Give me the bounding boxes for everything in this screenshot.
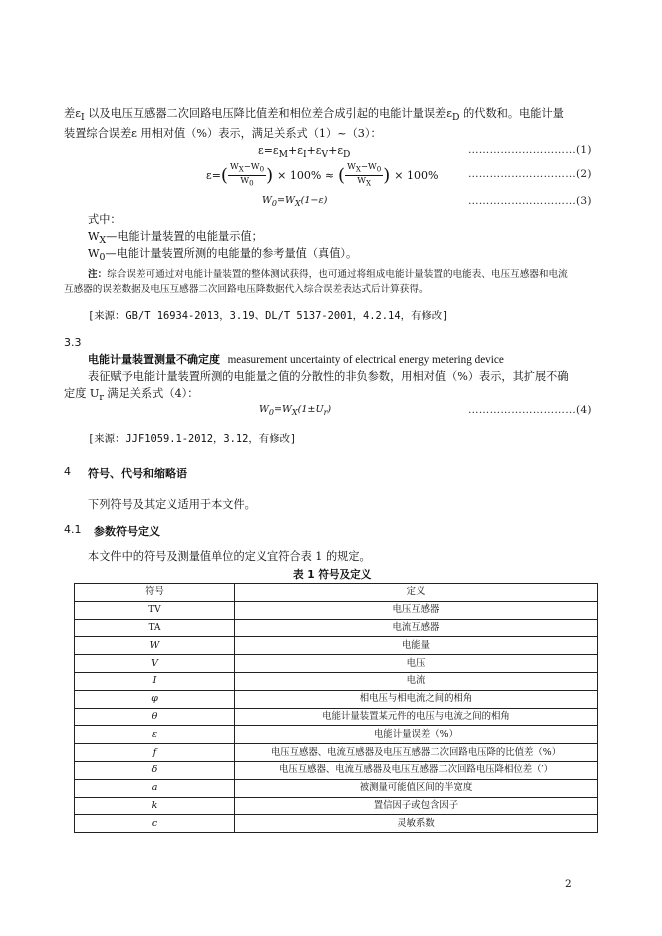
symbol-cell: δ <box>75 761 235 779</box>
section-4-title: 符号、代号和缩略语 <box>88 467 187 480</box>
intro-line-1: 差$\varepsilon_I$ 以及电压互感器二次回路电压降比值差和相位差合成引起的电能计量误差$\varepsilon_D$ 的代数和。电能计量 <box>64 107 564 124</box>
source-citation-1: [来源：GB/T 16934-2013，3.19、DL/T 5137-2001，4.2.14，有修改] <box>88 310 449 322</box>
table-row <box>75 672 598 690</box>
formula-3-number: …………………………(3) <box>468 195 592 207</box>
symbol-cell: c <box>75 815 235 833</box>
definition-cell: 电流互感器 <box>235 619 598 637</box>
symbol-cell: TA <box>75 619 235 637</box>
formula-2-middle: × 100% ≈ <box>277 168 335 182</box>
table-row <box>75 797 598 815</box>
table-row <box>75 726 598 744</box>
symbol-cell: TV <box>75 601 235 619</box>
source-citation-2: [来源：JJF1059.1-2012，3.12，有修改] <box>88 433 297 445</box>
symbol-cell: a <box>75 779 235 797</box>
definition-cell: 置信因子或包含因子 <box>235 797 598 815</box>
term-english: measurement uncertainty of electrical energy metering device <box>227 354 504 366</box>
symbol-cell: W <box>75 637 235 655</box>
table-row <box>75 744 598 762</box>
symbol-cell: θ <box>75 708 235 726</box>
section-4-1-title: 参数符号定义 <box>94 525 160 538</box>
definition-cell: 电压互感器、电流互感器及电压互感器二次回路电压降相位差（′） <box>235 761 598 779</box>
intro-line-2: 装置综合误差ε 用相对值（%）表示，满足关系式（1）~（3）： <box>64 127 382 140</box>
section-3-3-term <box>88 352 504 368</box>
table-row <box>75 761 598 779</box>
definition-cell: 电流 <box>235 672 598 690</box>
definition-cell: 电压互感器、电流互感器及电压互感器二次回路电压降的比值差（%） <box>235 744 598 762</box>
note-line-1 <box>88 268 568 282</box>
symbol-cell: I <box>75 672 235 690</box>
term-chinese: 电能计量装置测量不确定度 <box>88 353 220 366</box>
table-header-row <box>75 584 598 602</box>
formula-2-paren: ) <box>266 164 274 186</box>
definition-cell: 电能计量误差（%） <box>235 726 598 744</box>
symbol-cell: f <box>75 744 235 762</box>
formula-2-fraction-1 <box>228 162 266 188</box>
section-4-body: 下列符号及其定义适用于本文件。 <box>88 498 256 511</box>
definition-cell: 电能量 <box>235 637 598 655</box>
header-definition: 定义 <box>235 584 598 602</box>
table-row <box>75 601 598 619</box>
formula-4-number: …………………………(4) <box>468 404 592 416</box>
formula-2-number: …………………………(2) <box>468 168 592 180</box>
where-wx: $W_X—$电能计量装置的电能量示值； <box>88 230 263 247</box>
symbol-cell: ε <box>75 726 235 744</box>
formula-2-fraction-2 <box>345 162 383 188</box>
formula-2-end: × 100% <box>394 168 439 182</box>
formula-2-paren: ( <box>338 164 346 186</box>
symbols-table-body <box>75 584 598 833</box>
formula-1-number: …………………………(1) <box>468 144 592 156</box>
table-row <box>75 779 598 797</box>
formula-3: $W_0=W_X(1-\varepsilon)$ <box>262 195 328 208</box>
note-text-1: 综合误差可通过对电能计量装置的整体测试获得，也可通过将组成电能计量装置的电能表、电压互感器和电流 <box>107 269 568 280</box>
formula-2-lhs: ε= <box>206 168 221 182</box>
table-row <box>75 815 598 833</box>
table-row <box>75 708 598 726</box>
fraction-1-denominator: $W_0$ <box>240 175 254 188</box>
symbol-cell: k <box>75 797 235 815</box>
definition-cell: 电压 <box>235 655 598 673</box>
table-row <box>75 655 598 673</box>
definition-cell: 电能计量装置某元件的电压与电流之间的相角 <box>235 708 598 726</box>
table-caption: 表 1 符号及定义 <box>293 569 372 581</box>
definition-cell: 灵敏系数 <box>235 815 598 833</box>
table-row <box>75 690 598 708</box>
section-3-3-number: 3.3 <box>64 336 82 349</box>
symbol-cell: V <box>75 655 235 673</box>
formula-4: $W_0=W_X(1\pm U_r)$ <box>259 404 332 417</box>
section-4-1-body: 本文件中的符号及测量值单位的定义宜符合表 1 的规定。 <box>88 550 371 563</box>
formula-2-paren: ) <box>383 164 391 186</box>
header-symbol: 符号 <box>75 584 235 602</box>
symbols-table <box>74 583 598 833</box>
definition-cell: 被测量可能值区间的半宽度 <box>235 779 598 797</box>
table-row <box>75 619 598 637</box>
page-number: 2 <box>565 878 572 890</box>
section-4-number: 4 <box>64 465 71 478</box>
section-4-1-number: 4.1 <box>64 523 82 536</box>
definition-cell: 电压互感器 <box>235 601 598 619</box>
note-label: 注： <box>88 269 108 280</box>
section-3-3-line-2: 定度 $U_r$ 满足关系式（4）： <box>64 387 199 404</box>
formula-2 <box>206 160 438 190</box>
note-line-2: 互感器的误差数据及电压互感器二次回路电压降数据代入综合误差表达式后计算获得。 <box>64 284 429 295</box>
fraction-2-numerator: $W_X-W_0$ <box>347 161 382 174</box>
fraction-1-numerator: $W_X-W_0$ <box>229 161 265 174</box>
formula-1: $\varepsilon=\varepsilon_M+\varepsilon_I+\varepsilon_V+\varepsilon_D$ <box>258 144 351 161</box>
where-label: 式中： <box>88 213 122 226</box>
formula-2-paren: ( <box>220 164 228 186</box>
symbol-cell: φ <box>75 690 235 708</box>
section-3-3-line-1: 表征赋予电能计量装置所测的电能量之值的分散性的非负参数，用相对值（%）表示，其扩展不确 <box>88 370 569 383</box>
table-row <box>75 637 598 655</box>
where-w0: $W_0—$电能计量装置所测的电能量的参考量值（真值）。 <box>88 247 358 264</box>
fraction-2-denominator: $W_X$ <box>357 175 372 188</box>
definition-cell: 相电压与相电流之间的相角 <box>235 690 598 708</box>
